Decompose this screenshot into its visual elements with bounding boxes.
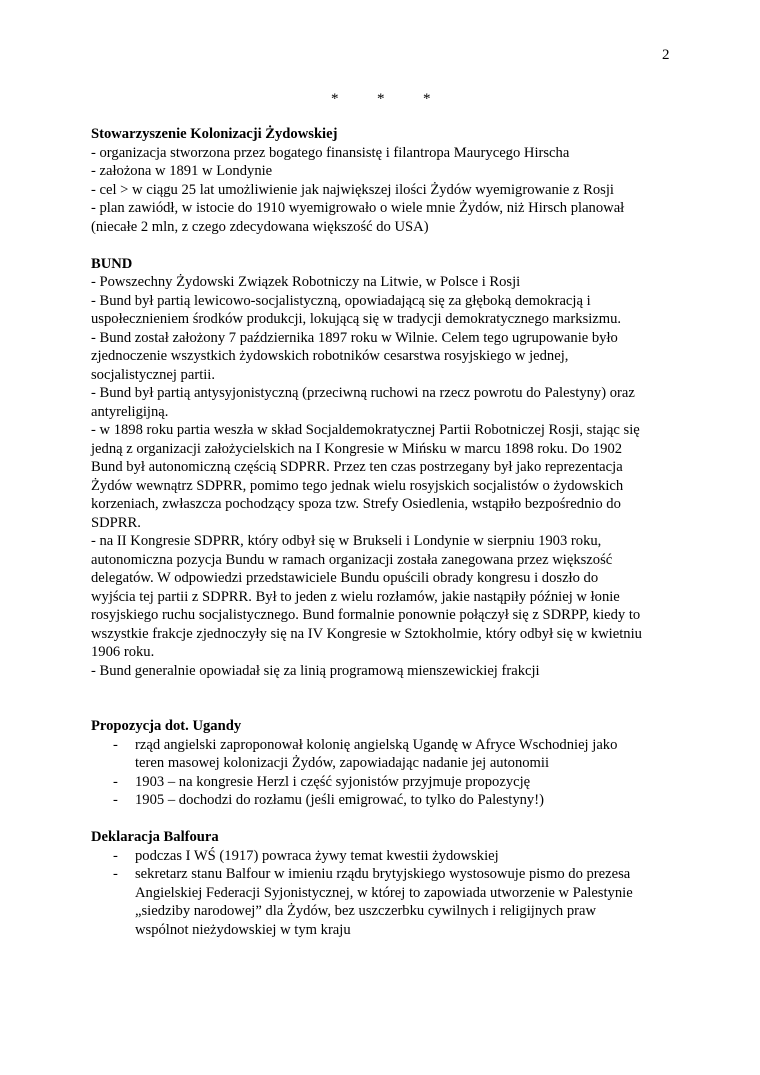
paragraph-line: zjednoczenie wszystkich żydowskich robotników cesarstwa rosyjskiego w jednej,: [91, 348, 569, 364]
section-separator: [0, 90, 760, 108]
paragraph-line: - w 1898 roku partia weszła w skład Socjaldemokratycznej Partii Robotniczej Rosji, stając się: [91, 422, 640, 438]
paragraph-line: - cel > w ciągu 25 lat umożliwienie jak największej ilości Żydów wyemigrowanie z Rosji: [91, 181, 614, 198]
paragraph-line: - Bund został założony 7 października 1897 roku w Wilnie. Celem tego ugrupowanie było: [91, 329, 618, 346]
paragraph-line: - Powszechny Żydowski Związek Robotniczy na Litwie, w Polsce i Rosji: [91, 274, 521, 290]
paragraph-line: Bund był autonomiczną częścią SDPRR. Przez ten czas postrzegany był jako reprezentacja: [91, 459, 623, 475]
paragraph-line: SDPRR.: [91, 514, 141, 531]
paragraph-line: - plan zawiódł, w istocie do 1910 wyemigrowało o wiele mnie Żydów, niż Hirsch planował: [91, 200, 625, 216]
section-title: Stowarzyszenie Kolonizacji Żydowskiej: [91, 126, 338, 142]
section-stowarzyszenie: [91, 125, 681, 236]
bullet-marker: -: [113, 847, 118, 864]
separator-asterisk: *: [423, 91, 431, 107]
bullet-text: podczas I WŚ (1917) powraca żywy temat kwestii żydowskiej: [135, 847, 499, 864]
bullet-item: [91, 791, 681, 810]
paragraph-line: - Bund był partią lewicowo-socjalistyczną, opowiadającą się za głęboką demokracją i: [91, 292, 591, 309]
paragraph-line: uspołecznieniem środków produkcji, lokującą się w tradycji demokratycznego marksizmu.: [91, 311, 622, 327]
paragraph-line: - Bund generalnie opowiadał się za linią programową mienszewickiej frakcji: [91, 662, 540, 679]
paragraph-line: - założona w 1891 w Londynie: [91, 163, 273, 179]
section-title: Deklaracja Balfoura: [91, 829, 219, 845]
section-uganda: [91, 717, 681, 810]
bullet-marker: -: [113, 736, 118, 753]
document-body: [91, 125, 681, 939]
bullet-text: rząd angielski zaproponował kolonię angielską Ugandę w Afryce Wschodniej jako: [135, 736, 618, 753]
paragraph-line: wszystkie frakcje zjednoczyły się na IV Kongresie w Sztokholmie, który odbył się w kwietniu: [91, 625, 642, 642]
bullet-item: [91, 847, 681, 866]
bullet-marker: -: [113, 792, 118, 808]
bullet-item: [91, 736, 681, 773]
paragraph-line: jedną z organizacji założycielskich na I Kongresie w Mińsku w marcu 1898 roku. Do 1902: [91, 440, 623, 457]
paragraph-line: - organizacja stworzona przez bogatego finansistę i filantropa Maurycego Hirscha: [91, 144, 570, 161]
section-balfour: [91, 828, 681, 939]
paragraph-line: - na II Kongresie SDPRR, który odbył się w Brukseli i Londynie w sierpniu 1903 roku,: [91, 533, 602, 549]
bullet-text: 1905 – dochodzi do rozłamu (jeśli emigrować, to tylko do Palestyny!): [135, 792, 544, 808]
paragraph-line: wyjścia tej partii z SDPRR. Był to jeden z wielu rozłamów, jakie nastąpiły później w łonie: [91, 588, 620, 605]
paragraph-line: antyreligijną.: [91, 403, 169, 420]
paragraph-line: delegatów. W odpowiedzi przedstawiciele Bundu opuścili obrady kongresu i doszło do: [91, 570, 599, 586]
section-bund: [91, 255, 681, 681]
paragraph-line: rosyjskiego ruchu socjalistycznego. Bund formalnie ponownie połączył się z SDRPP, kiedy to: [91, 607, 641, 623]
bullet-text: Angielskiej Federacji Syjonistycznej, w której to zapowiada utworzenie w Palestynie: [135, 884, 633, 901]
paragraph-line: autonomiczna pozycja Bundu w ramach organizacji została zanegowana przez większość: [91, 551, 613, 568]
bullet-text: sekretarz stanu Balfour w imieniu rządu brytyjskiego wystosowuje pismo do prezesa: [135, 866, 631, 882]
paragraph-line: korzeniach, zwłaszcza pochodzący spoza tzw. Strefy Osiedlenia, wstąpiło bezpośrednio do: [91, 496, 621, 512]
separator-asterisk: *: [331, 91, 339, 107]
bullet-marker: -: [113, 773, 118, 790]
section-title: Propozycja dot. Ugandy: [91, 718, 242, 734]
paragraph-line: - Bund był partią antysyjonistyczną (przeciwną ruchowi na rzecz powrotu do Palestyny) oraz: [91, 385, 635, 401]
bullet-item: [91, 773, 681, 792]
bullet-text: „siedziby narodowej” dla Żydów, bez uszczerbku cywilnych i religijnych praw: [135, 903, 597, 919]
paragraph-line: (niecałe 2 mln, z czego zdecydowana większość do USA): [91, 218, 429, 235]
paragraph-line: Żydów wewnątrz SDPRR, pomimo tego jednak wielu rosyjskich socjalistów o żydowskich: [91, 477, 624, 494]
separator-asterisk: *: [377, 91, 385, 107]
bullet-marker: -: [113, 866, 118, 882]
paragraph-line: 1906 roku.: [91, 644, 155, 660]
bullet-item: [91, 865, 681, 939]
page-number: 2: [662, 47, 670, 63]
bullet-text: teren masowej kolonizacji Żydów, zapowiadając nadanie jej autonomii: [135, 755, 550, 771]
paragraph-line: socjalistycznej partii.: [91, 366, 216, 383]
section-title: BUND: [91, 255, 133, 272]
bullet-text: 1903 – na kongresie Herzl i część syjonistów przyjmuje propozycję: [135, 773, 531, 790]
bullet-text: wspólnot nieżydowskiej w tym kraju: [135, 921, 351, 938]
